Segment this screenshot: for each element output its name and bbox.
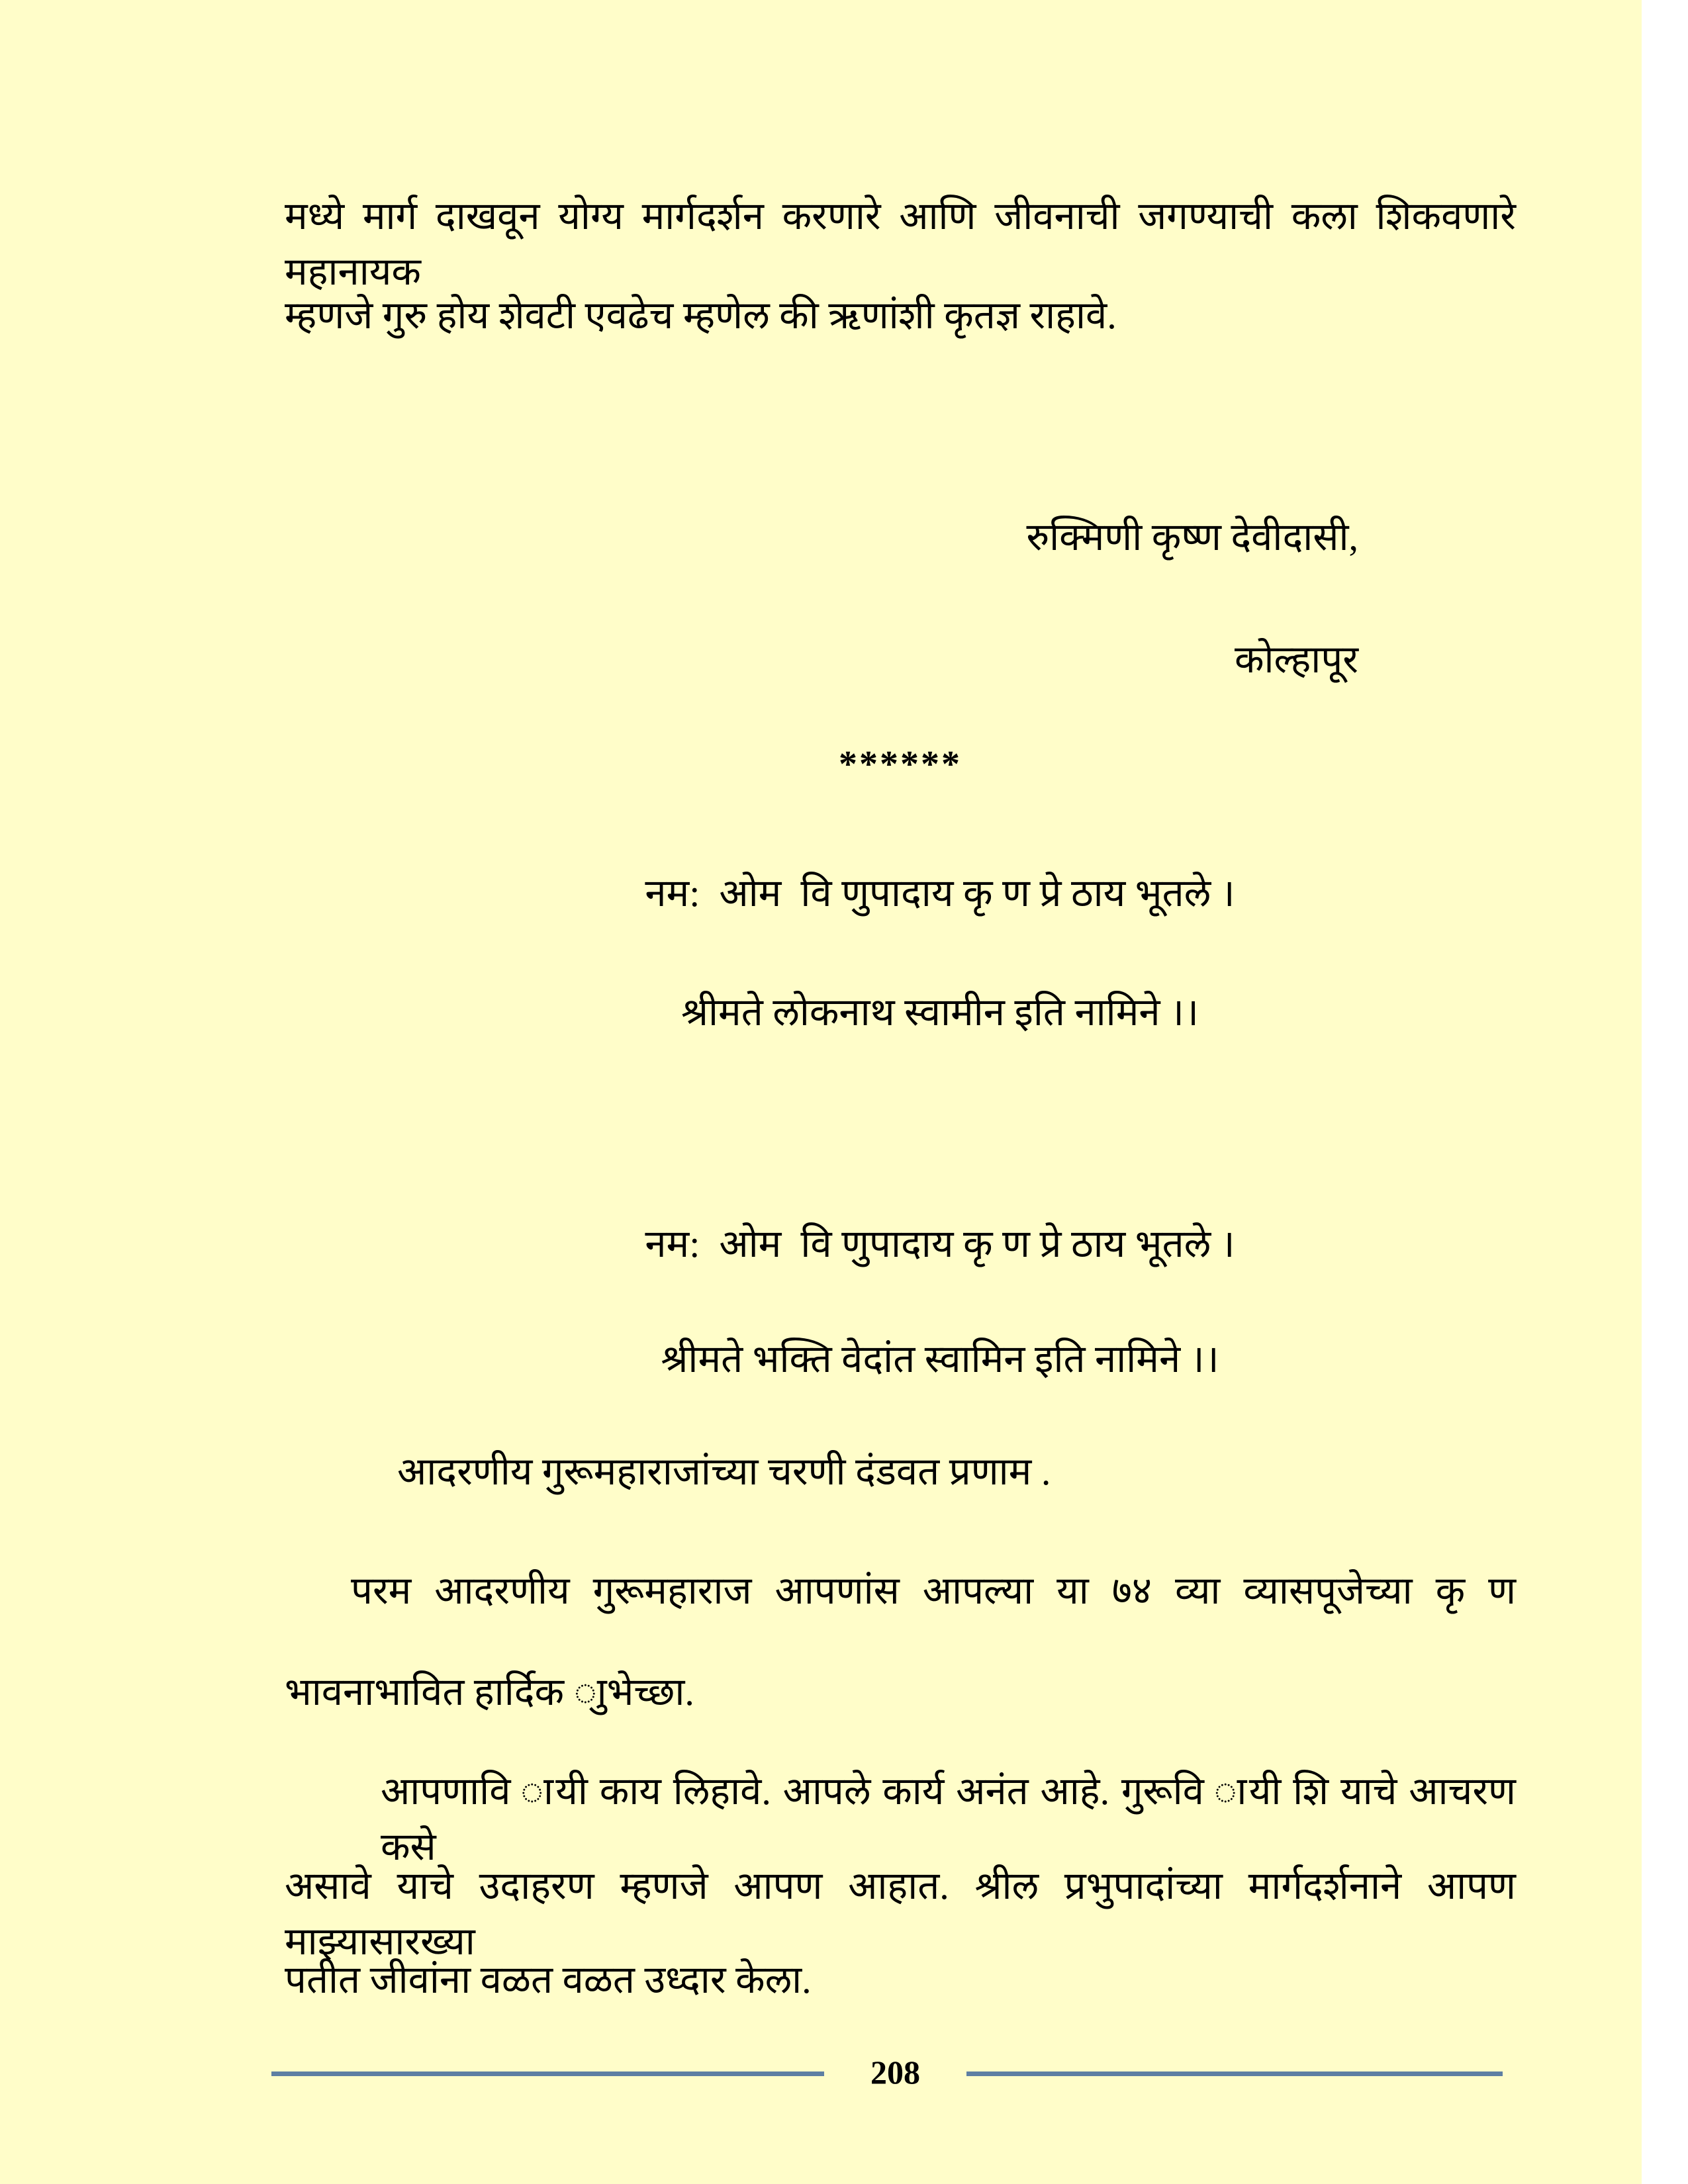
verse2-line-1: नम: ओम वि णुपादाय कृ ण प्रे ठाय भूतले । xyxy=(645,1222,1235,1265)
intro-line-1: मध्ये मार्ग दाखवून योग्य मार्गदर्शन करणारे आणि जीवनाची जगण्याची कला शिकवणारे महानायक xyxy=(285,195,1516,294)
footer-rule-left xyxy=(271,2071,824,2076)
verse1-line-2: श्रीमते लोकनाथ स्वामीन इति नामिने ।। xyxy=(680,991,1199,1034)
signature-place: कोल्हापूर xyxy=(1234,638,1358,681)
signature-name: रुक्मिणी कृष्ण देवीदासी, xyxy=(1026,516,1358,559)
footer-rule-right xyxy=(966,2071,1503,2076)
greeting-line-1: परम आदरणीय गुरूमहाराज आपणांस आपल्या या ७४ व्या व्यासपूजेच्या कृ ण xyxy=(351,1569,1516,1612)
salutation-line: आदरणीय गुरूमहाराजांच्या चरणी दंडवत प्रणाम . xyxy=(397,1450,1051,1493)
verse1-line-1: नम: ओम वि णुपादाय कृ ण प्रे ठाय भूतले । xyxy=(645,872,1235,915)
star-divider: ****** xyxy=(839,744,962,785)
body-line-1: आपणावि ायी काय लिहावे. आपले कार्य अनंत आहे. गुरूवि ायी शि याचे आचरण कसे xyxy=(381,1770,1516,1869)
page-number: 208 xyxy=(870,2054,920,2091)
greeting-line-2: भावनाभावित हार्दिक ाुभेच्छा. xyxy=(285,1670,694,1713)
body-line-2: असावे याचे उदाहरण म्हणजे आपण आहात. श्रील प्रभुपादांच्या मार्गदर्शनाने आपण माझ्यासारख्या xyxy=(285,1864,1516,1964)
body-line-3: पतीत जीवांना वळत वळत उध्दार केला. xyxy=(285,1958,812,2001)
verse2-line-2: श्रीमते भक्ति वेदांत स्वामिन इति नामिने ।। xyxy=(661,1338,1219,1381)
intro-line-2: म्हणजे गुरु होय शेवटी एवढेच म्हणेल की ऋणांशी कृतज्ञ राहावे. xyxy=(285,294,1117,337)
